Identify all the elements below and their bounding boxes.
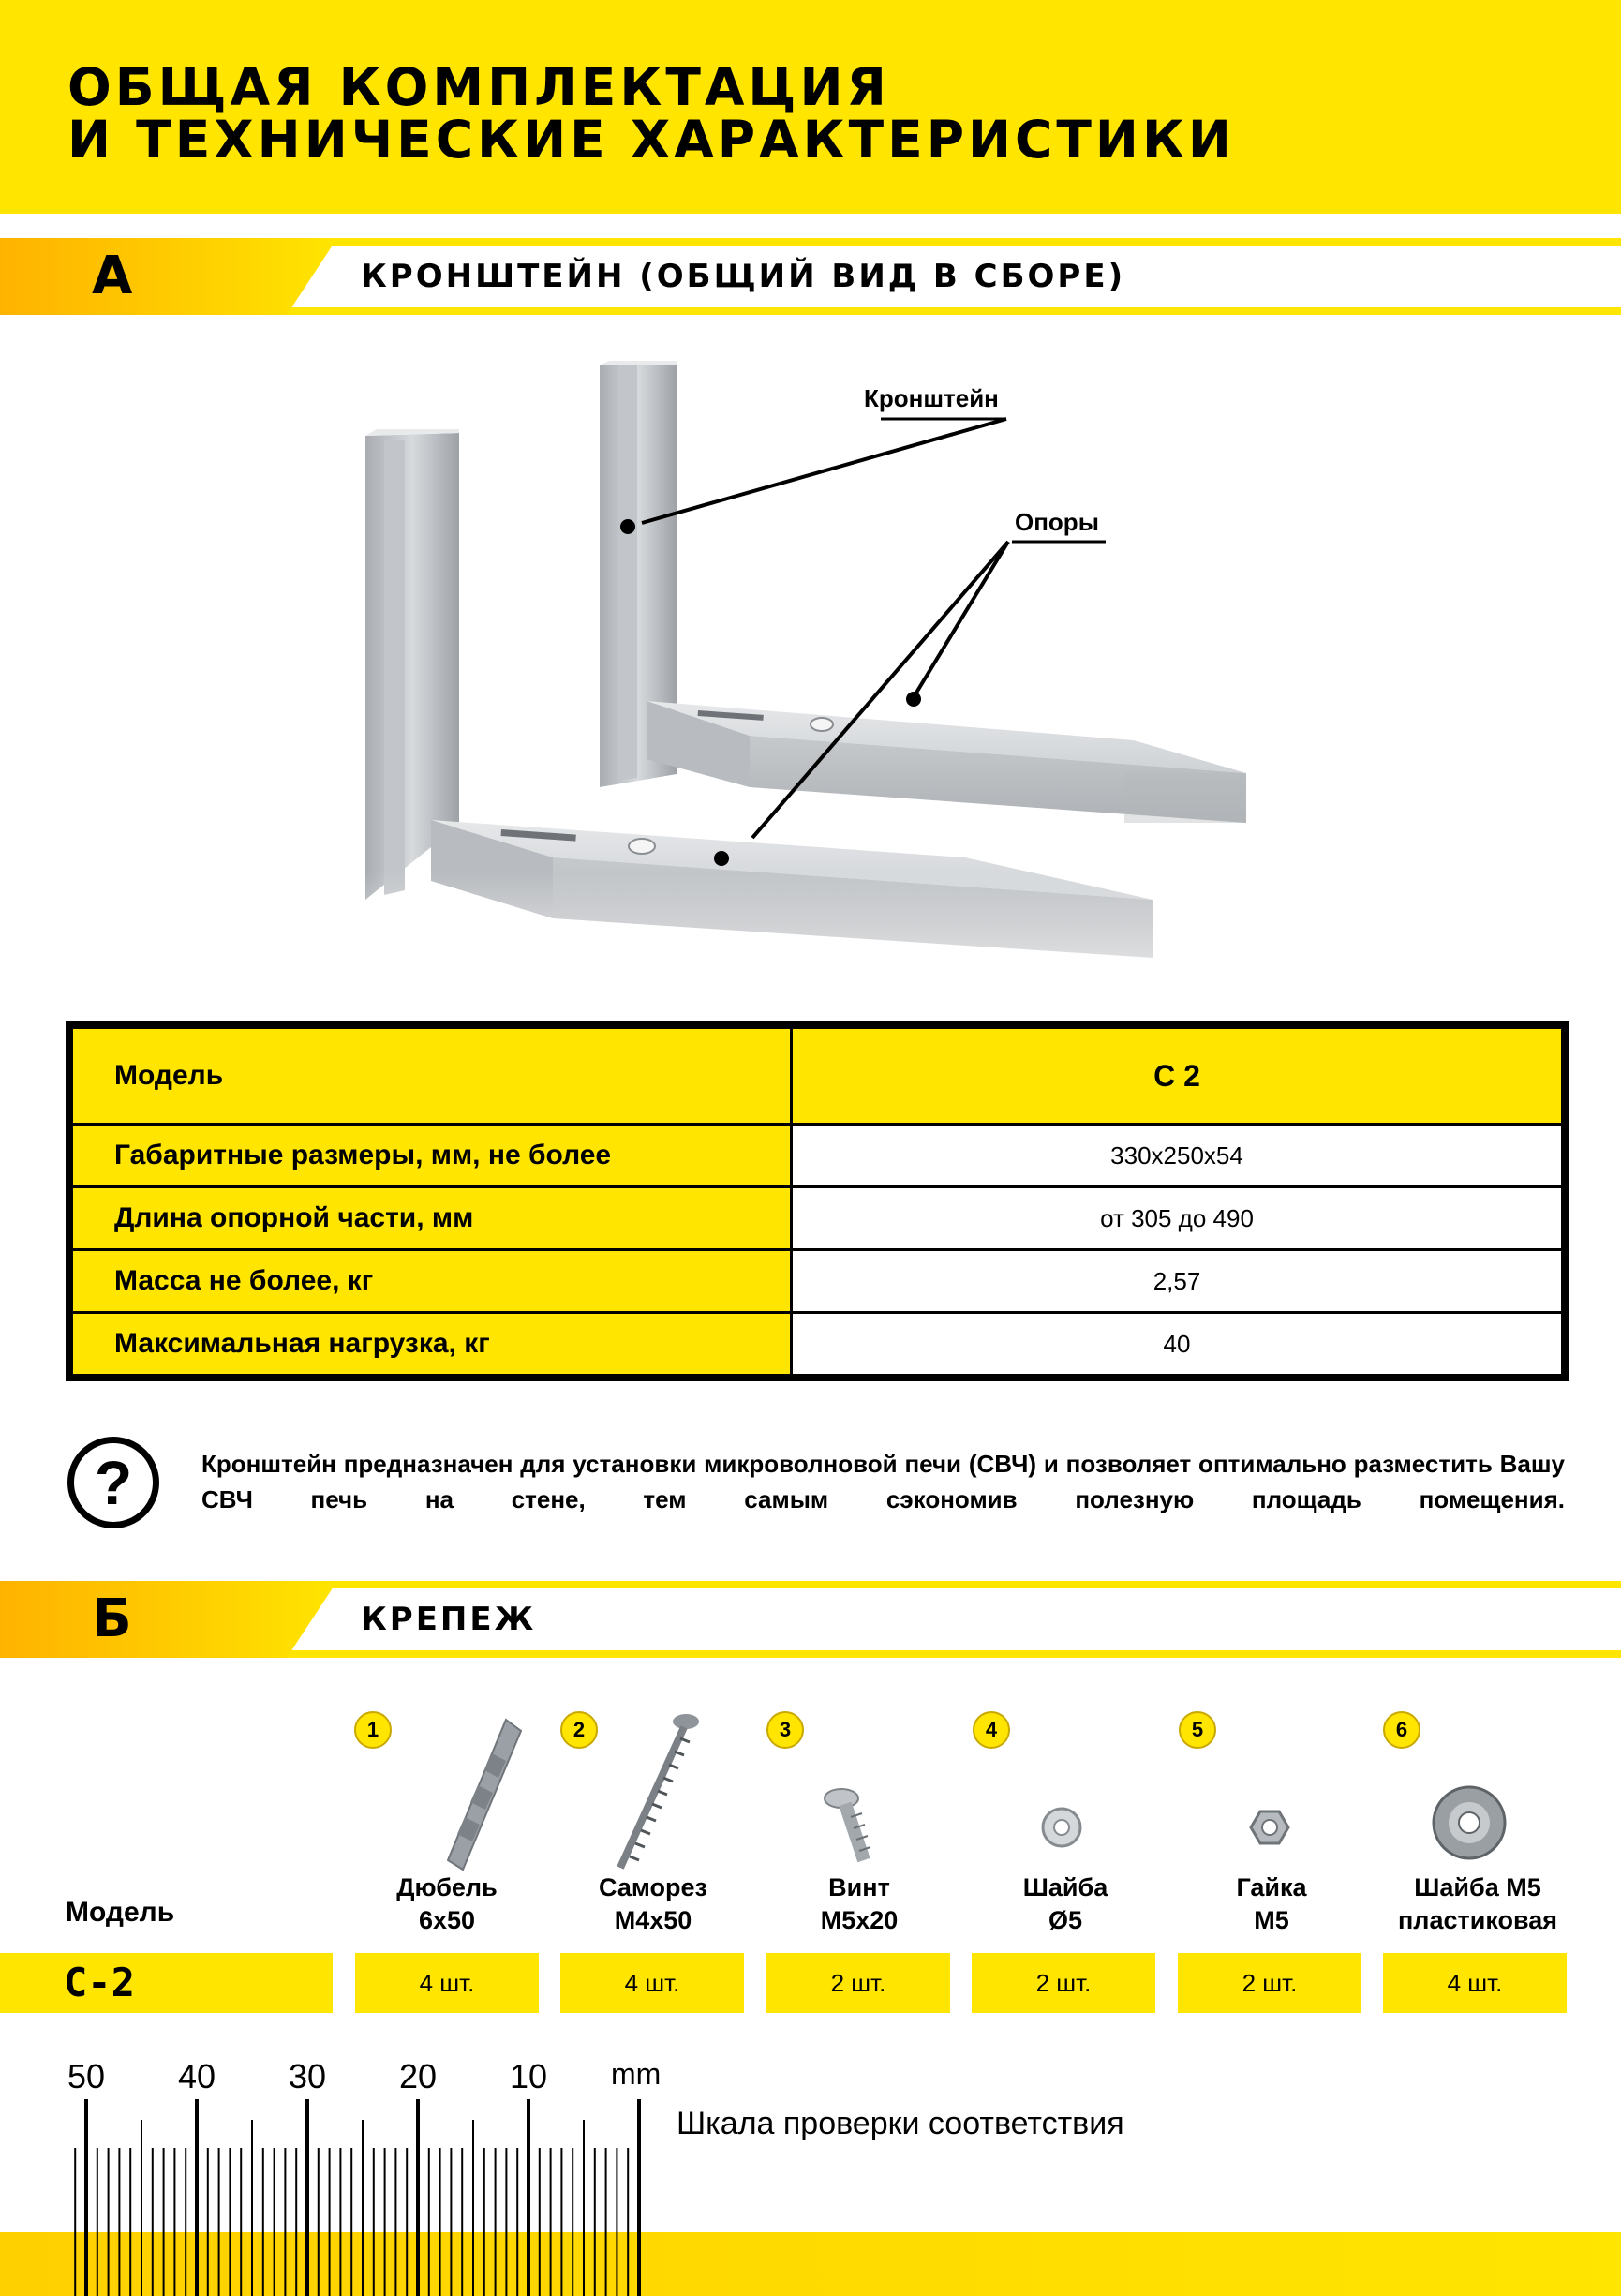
callout-bracket-label: Кронштейн — [864, 384, 999, 412]
fastener-qty-6: 4 шт. — [1383, 1953, 1567, 2013]
bracket-illustration — [309, 347, 1293, 1021]
back-bracket — [600, 361, 1246, 823]
table-row — [69, 1250, 1565, 1313]
fastener-qty-3: 2 шт. — [766, 1953, 950, 2013]
header-banner — [0, 0, 1621, 214]
question-icon: ? — [67, 1437, 159, 1528]
fastener-name-6: Шайба М5 пластиковая — [1398, 1873, 1557, 1934]
fastener-name-4: Шайба Ø5 — [1022, 1873, 1108, 1934]
ruler-label-30: 30 — [288, 2057, 327, 2095]
spec-value: от 305 до 490 — [792, 1187, 1566, 1250]
table-row — [69, 1125, 1565, 1187]
spec-label: Масса не более, кг — [69, 1250, 792, 1313]
fastener-model-label: Модель — [66, 1897, 175, 1928]
fastener-model-value: С-2 — [64, 1960, 135, 2005]
spec-value: С 2 — [792, 1025, 1566, 1125]
fastener-number-4: 4 — [973, 1711, 1010, 1749]
ruler-unit: mm — [611, 2057, 662, 2091]
fastener-name-1: Дюбель 6x50 — [396, 1873, 498, 1934]
fastener-qty-2: 4 шт. — [560, 1953, 744, 2013]
ruler-label-20: 20 — [398, 2057, 438, 2095]
fastener-qty-5: 2 шт. — [1178, 1953, 1361, 2013]
ruler-label-50: 50 — [67, 2057, 106, 2095]
ruler-label-40: 40 — [177, 2057, 216, 2095]
section-b-title: КРЕПЕЖ — [361, 1601, 537, 1638]
spec-label: Длина опорной части, мм — [69, 1187, 792, 1250]
spec-value: 40 — [792, 1313, 1566, 1379]
note-text: Кронштейн предназначен для установки микроволновой печи (СВЧ) и позволяет оптимально разместить Вашу СВЧ печь на стене, тем самым сэкономив полезную площадь помещения. — [201, 1450, 1565, 1513]
ruler-caption: Шкала проверки соответствия — [677, 2106, 1124, 2141]
section-b-letter: Б — [92, 1588, 132, 1649]
callout-supports-label: Опоры — [1015, 508, 1099, 536]
washer-icon — [1043, 1809, 1080, 1846]
section-a-title: КРОНШТЕЙН (ОБЩИЙ ВИД В СБОРЕ) — [361, 258, 1126, 295]
fastener-number-1: 1 — [354, 1711, 392, 1749]
fastener-name-5: Гайка М5 — [1236, 1873, 1307, 1934]
bolt-icon — [825, 1789, 870, 1860]
dowel-icon — [448, 1720, 521, 1870]
fastener-number-2: 2 — [560, 1711, 598, 1749]
spec-table — [66, 1021, 1569, 1381]
page-title-line-2: И ТЕХНИЧЕСКИЕ ХАРАКТЕРИСТИКИ — [67, 110, 1235, 170]
fastener-number-5: 5 — [1179, 1711, 1216, 1749]
fastener-model-cell — [0, 1953, 333, 2013]
table-row — [69, 1025, 1565, 1125]
section-a-letter: А — [92, 246, 133, 306]
page-title-line-1: ОБЩАЯ КОМПЛЕКТАЦИЯ — [67, 57, 890, 117]
ruler-scale — [0, 2099, 675, 2296]
ruler-label-10: 10 — [509, 2057, 548, 2095]
nut-icon — [1251, 1811, 1288, 1843]
spec-label: Габаритные размеры, мм, не более — [69, 1125, 792, 1187]
table-row — [69, 1187, 1565, 1250]
spec-value: 330x250x54 — [792, 1125, 1566, 1187]
plastic-washer-icon — [1434, 1787, 1505, 1858]
spec-value: 2,57 — [792, 1250, 1566, 1313]
fastener-name-3: Винт М5x20 — [820, 1873, 899, 1934]
fastener-qty-4: 2 шт. — [972, 1953, 1155, 2013]
spec-label: Максимальная нагрузка, кг — [69, 1313, 792, 1379]
fastener-number-6: 6 — [1383, 1711, 1420, 1749]
section-b-header — [0, 1581, 1621, 1658]
fastener-name-2: Саморез М4x50 — [599, 1873, 707, 1934]
section-a-header — [0, 238, 1621, 315]
screw-icon — [620, 1714, 699, 1868]
fastener-number-3: 3 — [766, 1711, 804, 1749]
fastener-qty-1: 4 шт. — [355, 1953, 539, 2013]
table-row — [69, 1313, 1565, 1379]
spec-label: Модель — [69, 1025, 792, 1125]
